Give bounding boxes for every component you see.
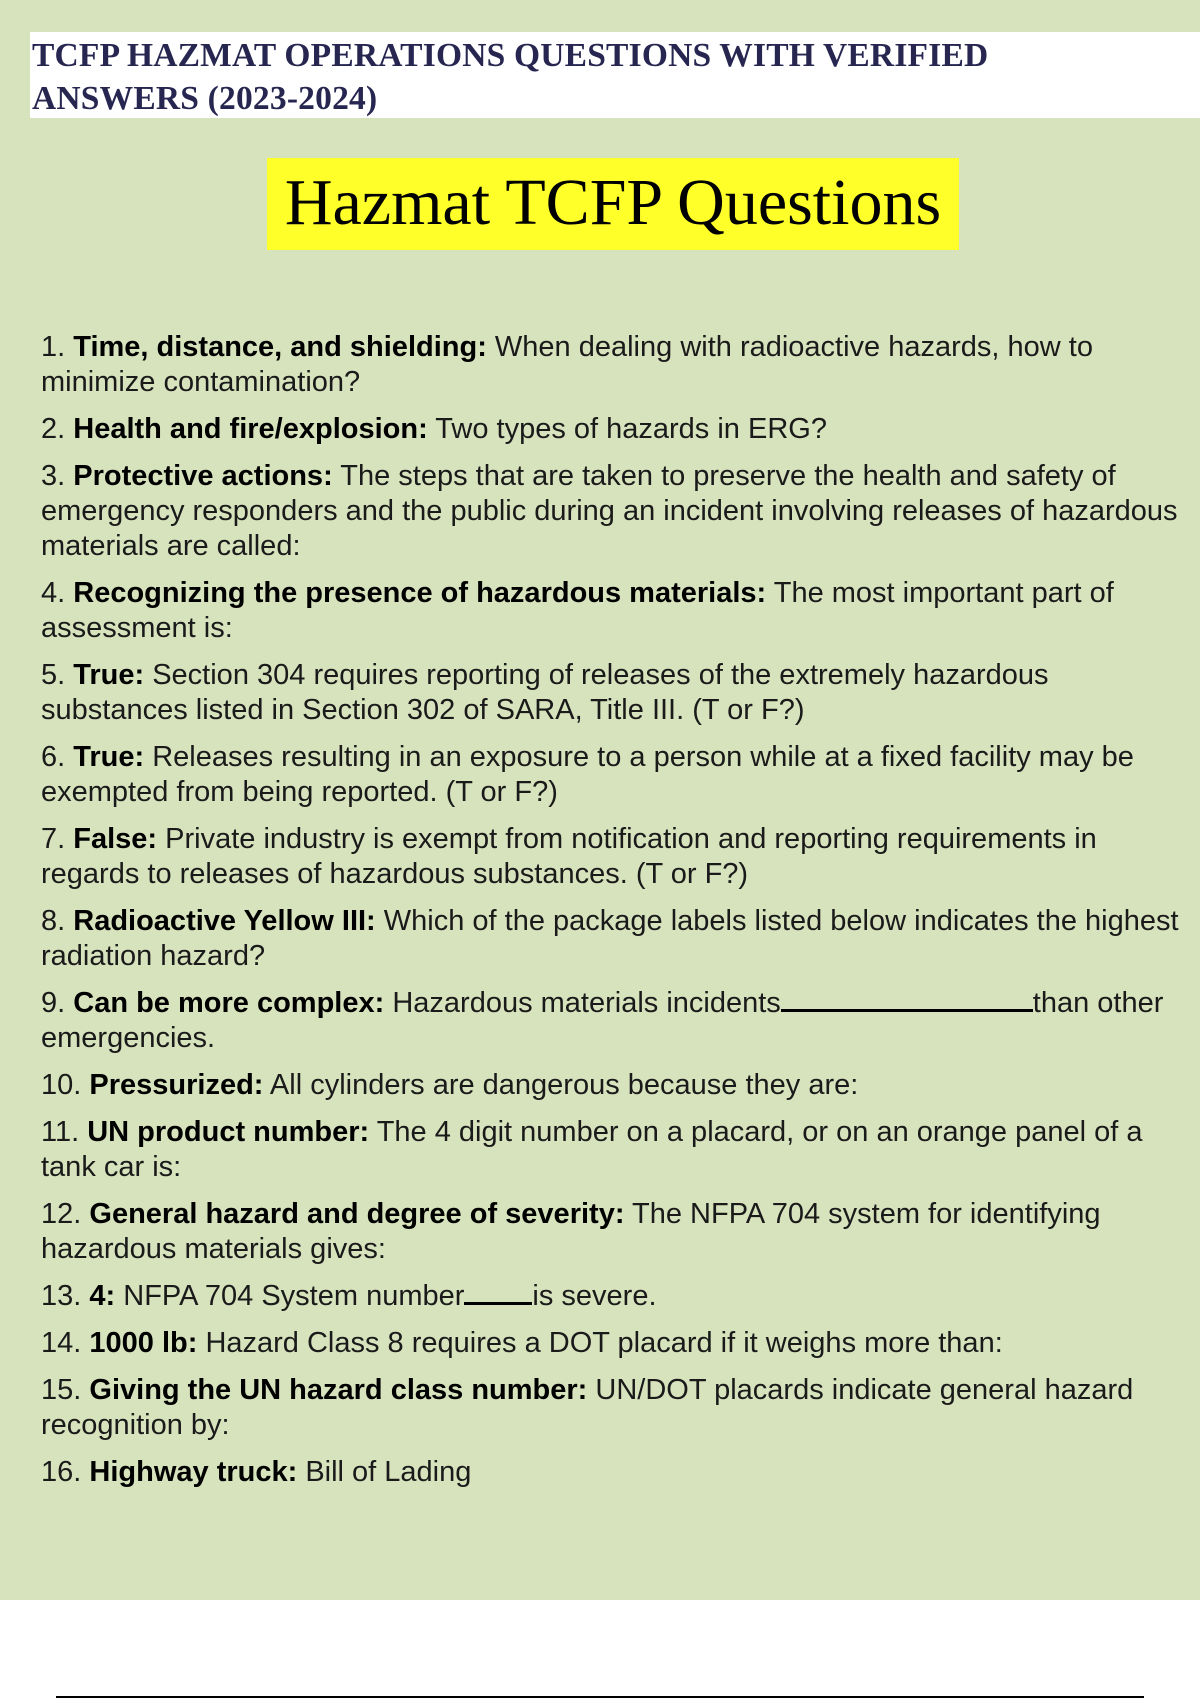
item-question: Section 304 requires reporting of releases of the extremely hazardous substances listed in Section 302 of SARA, Title III. (T or F?) xyxy=(41,659,1049,726)
list-item xyxy=(41,1115,1200,1185)
item-answer: Time, distance, and shielding: xyxy=(73,331,487,363)
list-item xyxy=(41,904,1200,974)
list-item xyxy=(41,459,1200,564)
item-question: Hazardous materials incidents xyxy=(384,987,781,1019)
document-header xyxy=(30,32,1200,118)
item-number: 13. xyxy=(41,1280,82,1312)
page-title: Hazmat TCFP Questions xyxy=(267,158,959,250)
item-number: 10. xyxy=(41,1069,82,1101)
item-answer: UN product number: xyxy=(87,1116,370,1148)
item-answer: Can be more complex: xyxy=(73,987,385,1019)
list-item xyxy=(41,822,1200,892)
list-item xyxy=(41,330,1200,400)
item-number: 8. xyxy=(41,905,66,937)
item-question-end: is severe. xyxy=(532,1280,657,1312)
item-answer: Giving the UN hazard class number: xyxy=(89,1374,588,1406)
item-question: Private industry is exempt from notification and reporting requirements in regards to releases of hazardous substances. (T or F?) xyxy=(41,823,1097,890)
item-question: Hazard Class 8 requires a DOT placard if it weighs more than: xyxy=(197,1327,1003,1359)
title-container xyxy=(0,158,1200,250)
fill-in-blank xyxy=(464,1280,532,1305)
item-number: 14. xyxy=(41,1327,82,1359)
item-answer: 1000 lb: xyxy=(89,1327,198,1359)
item-number: 12. xyxy=(41,1198,82,1230)
fill-in-blank xyxy=(781,987,1033,1012)
item-answer: Radioactive Yellow III: xyxy=(73,905,376,937)
item-answer: Protective actions: xyxy=(73,460,333,492)
item-question: The most important part of assessment is: xyxy=(41,577,1114,644)
list-item xyxy=(41,1279,1200,1314)
list-item xyxy=(41,986,1200,1056)
list-item xyxy=(41,740,1200,810)
item-number: 1. xyxy=(41,331,66,363)
item-number: 4. xyxy=(41,577,66,609)
item-question: When dealing with radioactive hazards, how to minimize contamination? xyxy=(41,331,1093,398)
item-question: The steps that are taken to preserve the health and safety of emergency responders and the public during an incident involving releases of hazardous materials are called: xyxy=(41,460,1178,562)
item-question-end: than other emergencies. xyxy=(41,987,1164,1054)
item-number: 6. xyxy=(41,741,66,773)
item-number: 2. xyxy=(41,413,66,445)
item-question: The NFPA 704 system for identifying hazardous materials gives: xyxy=(41,1198,1101,1265)
item-number: 16. xyxy=(41,1456,82,1488)
item-question: Which of the package labels listed below indicates the highest radiation hazard? xyxy=(41,905,1179,972)
list-item xyxy=(41,1455,1200,1490)
list-item xyxy=(41,658,1200,728)
item-answer: True: xyxy=(73,659,145,691)
item-question: Releases resulting in an exposure to a person while at a fixed facility may be exempted from being reported. (T or F?) xyxy=(41,741,1134,808)
item-answer: True: xyxy=(73,741,145,773)
list-item xyxy=(41,412,1200,447)
footer-divider xyxy=(56,1696,1144,1698)
item-question: All cylinders are dangerous because they are: xyxy=(263,1069,859,1101)
question-list xyxy=(41,330,1200,1502)
list-item xyxy=(41,1373,1200,1443)
item-answer: General hazard and degree of severity: xyxy=(89,1198,625,1230)
item-answer: Pressurized: xyxy=(89,1069,264,1101)
item-answer: Recognizing the presence of hazardous materials: xyxy=(73,577,767,609)
item-number: 9. xyxy=(41,987,66,1019)
item-number: 5. xyxy=(41,659,66,691)
item-answer: Health and fire/explosion: xyxy=(73,413,428,445)
item-number: 3. xyxy=(41,460,66,492)
item-answer: Highway truck: xyxy=(89,1456,298,1488)
item-answer: 4: xyxy=(89,1280,116,1312)
item-number: 7. xyxy=(41,823,66,855)
item-number: 11. xyxy=(41,1116,80,1148)
header-line-1: TCFP HAZMAT OPERATIONS QUESTIONS WITH VERIFIED xyxy=(32,37,989,74)
list-item xyxy=(41,1068,1200,1103)
item-question: UN/DOT placards indicate general hazard recognition by: xyxy=(41,1374,1134,1441)
item-number: 15. xyxy=(41,1374,82,1406)
list-item xyxy=(41,576,1200,646)
item-question: NFPA 704 System number xyxy=(115,1280,465,1312)
item-answer: False: xyxy=(73,823,158,855)
item-question: The 4 digit number on a placard, or on an orange panel of a tank car is: xyxy=(41,1116,1143,1183)
list-item xyxy=(41,1197,1200,1267)
list-item xyxy=(41,1326,1200,1361)
item-question: Two types of hazards in ERG? xyxy=(427,413,827,445)
item-question: Bill of Lading xyxy=(297,1456,472,1488)
header-line-2: ANSWERS (2023-2024) xyxy=(32,80,378,117)
